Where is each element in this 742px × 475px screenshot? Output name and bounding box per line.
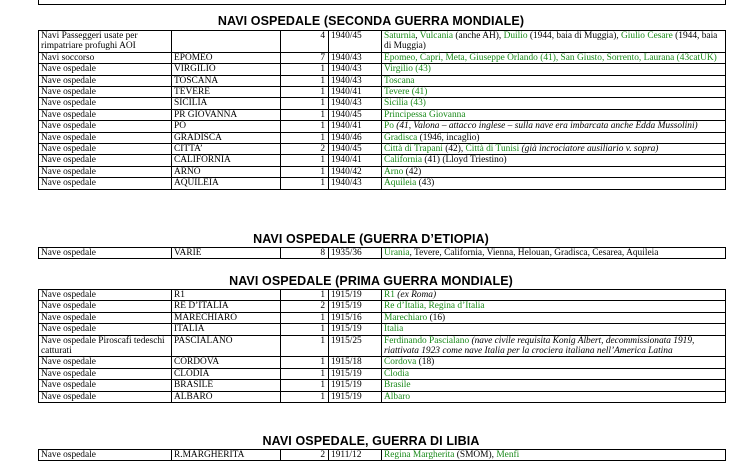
ship-notes-cell <box>382 98 726 109</box>
note-text: , Tevere, California, Vienna, Helouan, Gradisca, Cesarea, Aquileia <box>409 248 659 258</box>
ship-name-text: Cordova <box>384 357 417 368</box>
note-text: (1946, incaglio) <box>417 132 480 143</box>
ship-count-cell: 2 <box>281 144 329 155</box>
note-text: (nave civile requisita Konig Albert, decommissionata 1919, riattivata 1923 come nave Italia per la crociera italiana nell’America Latina <box>384 335 695 357</box>
table-row <box>39 312 726 323</box>
ship-count-cell: 1 <box>281 132 329 143</box>
ship-name-cell: PR GIOVANNA <box>172 109 281 120</box>
ship-count-cell: 1 <box>281 290 329 301</box>
ship-count-cell: 7 <box>281 52 329 63</box>
table-row <box>39 178 726 189</box>
ship-name-cell: CORDOVA <box>172 357 281 368</box>
ship-notes-cell <box>382 368 726 379</box>
ship-type-cell: Nave ospedale <box>39 98 172 109</box>
table-row <box>39 75 726 86</box>
table-row <box>39 121 726 132</box>
table-row <box>39 155 726 166</box>
service-years-cell: 1940/41 <box>329 87 382 98</box>
note-text: (18) <box>416 357 435 368</box>
ship-type-cell: Nave ospedale <box>39 450 172 461</box>
ship-notes-cell <box>382 391 726 402</box>
ship-name-text: Principessa Giovanna <box>384 109 466 120</box>
ship-count-cell: 1 <box>281 324 329 335</box>
ship-notes-cell <box>382 75 726 86</box>
ship-type-cell: Nave ospedale <box>39 109 172 120</box>
ships-table <box>38 449 726 461</box>
ship-name-text: Po <box>384 121 394 132</box>
ship-name-text: Arno <box>384 166 404 177</box>
table-row <box>39 166 726 177</box>
ship-type-cell: Navi Passeggeri usate per rimpatriare profughi AOI <box>39 31 172 53</box>
ship-name-cell: PASCIALANO <box>172 335 281 357</box>
table-row <box>39 368 726 379</box>
ship-name-text: (43) <box>412 64 431 75</box>
ship-type-cell: Nave ospedale <box>39 178 172 189</box>
ship-name-text: Tevere <box>384 87 410 98</box>
ship-type-cell: Nave ospedale <box>39 144 172 155</box>
ship-name-text: (43) <box>407 98 426 109</box>
ship-count-cell: 1 <box>281 109 329 120</box>
note-text: (41) (Lloyd Triestino) <box>422 155 507 166</box>
note-text: (anche AH), <box>453 31 504 41</box>
ship-name-cell: CALIFORNIA <box>172 155 281 166</box>
ship-name-cell: R1 <box>172 290 281 301</box>
service-years-cell: 1915/19 <box>329 391 382 402</box>
table-row <box>39 380 726 391</box>
service-years-cell: 1940/45 <box>329 31 382 53</box>
ship-name-cell: PO <box>172 121 281 132</box>
service-years-cell: 1915/19 <box>329 324 382 335</box>
service-years-cell: 1940/46 <box>329 132 382 143</box>
ship-name-cell: SICILIA <box>172 98 281 109</box>
service-years-cell: 1915/19 <box>329 380 382 391</box>
ship-type-cell: Nave ospedale <box>39 75 172 86</box>
ship-name-text: Italia <box>384 324 404 335</box>
ship-count-cell: 1 <box>281 357 329 368</box>
note-text: (16) <box>427 312 446 323</box>
note-text: , <box>415 31 420 41</box>
ships-table <box>38 247 726 259</box>
ship-name-cell: VARIE <box>172 248 281 259</box>
service-years-cell: 1940/42 <box>329 166 382 177</box>
service-years-cell: 1940/43 <box>329 52 382 63</box>
ship-name-text: Duilio <box>503 31 528 41</box>
ship-count-cell: 8 <box>281 248 329 259</box>
service-years-cell: 1915/19 <box>329 368 382 379</box>
ship-notes-cell <box>382 450 726 461</box>
ships-table <box>38 30 726 190</box>
service-years-cell: 1940/43 <box>329 64 382 75</box>
ship-name-cell: MARECHIARO <box>172 312 281 323</box>
note-text: (42) <box>403 166 422 177</box>
note-text: (ex Roma) <box>394 290 437 300</box>
service-years-cell: 1940/43 <box>329 75 382 86</box>
service-years-cell: 1935/36 <box>329 248 382 259</box>
ship-name-cell: CLODIA <box>172 368 281 379</box>
service-years-cell: 1940/45 <box>329 109 382 120</box>
service-years-cell: 1915/19 <box>329 290 382 301</box>
ship-name-cell: BRASILE <box>172 380 281 391</box>
ship-name-text: Sicilia <box>384 98 408 109</box>
ship-type-cell: Nave ospedale <box>39 248 172 259</box>
ship-type-cell: Nave ospedale <box>39 324 172 335</box>
ships-table <box>38 289 726 403</box>
ship-notes-cell <box>382 52 726 63</box>
section-title: NAVI OSPEDALE, GUERRA DI LIBIA <box>262 434 480 448</box>
ship-count-cell: 1 <box>281 155 329 166</box>
ship-type-cell: Nave ospedale <box>39 312 172 323</box>
ship-name-cell: ITALIA <box>172 324 281 335</box>
ship-name-cell: AQUILEIA <box>172 178 281 189</box>
ship-name-cell: GRADISCA <box>172 132 281 143</box>
note-text: (41, Valona – attacco inglese – sulla nave era imbarcata anche Edda Mussolini) <box>393 121 698 132</box>
ship-notes-cell <box>382 357 726 368</box>
table-row <box>39 391 726 402</box>
ship-name-text: Ferdinando Pascialano <box>384 335 470 346</box>
service-years-cell: 1940/41 <box>329 155 382 166</box>
ship-type-cell: Nave ospedale <box>39 121 172 132</box>
ship-notes-cell <box>382 178 726 189</box>
ship-name-text: Re d’Italia, Regina d’Italia <box>384 301 485 312</box>
ship-type-cell: Nave ospedale <box>39 391 172 402</box>
ship-notes-cell <box>382 248 726 259</box>
ship-count-cell: 4 <box>281 31 329 53</box>
service-years-cell: 1940/45 <box>329 144 382 155</box>
table-row <box>39 109 726 120</box>
ship-count-cell: 1 <box>281 98 329 109</box>
ship-name-text: Virgilio <box>384 64 413 75</box>
section-title: NAVI OSPEDALE (SECONDA GUERRA MONDIALE) <box>217 14 525 28</box>
ship-count-cell: 1 <box>281 87 329 98</box>
ship-count-cell: 2 <box>281 301 329 312</box>
ship-name-text: Saturnia <box>384 31 416 41</box>
table-row <box>39 64 726 75</box>
ship-notes-cell <box>382 166 726 177</box>
ship-name-text: Toscana <box>384 75 415 86</box>
ship-name-text: Città di Trapani <box>384 144 443 155</box>
ship-type-cell: Nave ospedale <box>39 155 172 166</box>
ship-notes-cell <box>382 132 726 143</box>
ship-name-text: Marechiaro <box>384 312 428 323</box>
ship-type-cell: Nave ospedale <box>39 301 172 312</box>
service-years-cell: 1940/43 <box>329 178 382 189</box>
ship-count-cell: 1 <box>281 121 329 132</box>
ship-notes-cell <box>382 380 726 391</box>
ship-count-cell: 1 <box>281 391 329 402</box>
ship-name-text: Urania <box>384 248 410 258</box>
note-text: (43) <box>416 178 435 189</box>
table-row <box>39 87 726 98</box>
ship-notes-cell <box>382 301 726 312</box>
ship-count-cell: 2 <box>281 450 329 461</box>
ship-count-cell: 1 <box>281 166 329 177</box>
ship-name-text: San Giusto, Sorrento, Laurana <box>560 52 675 63</box>
ship-name-text: Clodia <box>384 368 409 379</box>
ship-notes-cell <box>382 290 726 301</box>
service-years-cell: 1915/25 <box>329 335 382 357</box>
service-years-cell: 1940/41 <box>329 121 382 132</box>
table-row <box>39 52 726 63</box>
ship-type-cell: Nave ospedale <box>39 64 172 75</box>
ship-type-cell: Navi soccorso <box>39 52 172 63</box>
ship-name-cell: R.MARGHERITA <box>172 450 281 461</box>
note-text: (1944, baia di Muggia), <box>527 31 622 41</box>
table-row <box>39 357 726 368</box>
ship-name-cell: TOSCANA <box>172 75 281 86</box>
ship-count-cell: 1 <box>281 64 329 75</box>
ship-name-text: California <box>384 155 423 166</box>
ship-notes-cell <box>382 109 726 120</box>
ship-notes-cell <box>382 324 726 335</box>
ship-name-cell <box>172 31 281 53</box>
ship-name-text: (41) <box>409 87 428 98</box>
ship-count-cell: 1 <box>281 335 329 357</box>
ship-type-cell: Nave ospedale <box>39 380 172 391</box>
table-row <box>39 132 726 143</box>
table-row <box>39 144 726 155</box>
ship-name-cell: TEVERE <box>172 87 281 98</box>
service-years-cell: 1915/18 <box>329 357 382 368</box>
note-text: (1944, baia di Muggia) <box>384 31 718 52</box>
table-row <box>39 290 726 301</box>
ship-name-text: Menfi <box>496 450 520 460</box>
ship-name-cell: VIRGILIO <box>172 64 281 75</box>
ship-name-text: Albaro <box>384 391 411 402</box>
section-title: NAVI OSPEDALE (GUERRA D’ETIOPIA) <box>253 232 489 246</box>
ship-name-text: Giulio Cesare <box>621 31 673 41</box>
ship-type-cell: Nave ospedale <box>39 290 172 301</box>
ship-name-cell: EPOMEO <box>172 52 281 63</box>
table-row <box>39 324 726 335</box>
ship-count-cell: 1 <box>281 368 329 379</box>
ship-name-cell: ARNO <box>172 166 281 177</box>
note-text: (42), <box>442 144 466 155</box>
ship-notes-cell <box>382 312 726 323</box>
ship-notes-cell <box>382 335 726 357</box>
ship-count-cell: 1 <box>281 380 329 391</box>
ship-name-text: Vulcania <box>419 31 454 41</box>
table-row <box>39 98 726 109</box>
ship-name-text: (41), <box>537 52 561 63</box>
ship-notes-cell <box>382 155 726 166</box>
table-row <box>39 335 726 357</box>
service-years-cell: 1915/16 <box>329 312 382 323</box>
ship-name-cell: RE D’ITALIA <box>172 301 281 312</box>
ship-name-text: (43catUK) <box>674 52 717 63</box>
ship-name-text: Brasile <box>384 380 411 391</box>
note-text: (SMOM), <box>454 450 497 460</box>
ship-count-cell: 1 <box>281 178 329 189</box>
ship-name-text: Città di Tunisi <box>465 144 520 155</box>
ship-count-cell: 1 <box>281 312 329 323</box>
ship-name-text: R1 <box>384 290 395 300</box>
ship-type-cell: Nave ospedale <box>39 166 172 177</box>
ship-name-text: Aquileia <box>384 178 417 189</box>
service-years-cell: 1915/19 <box>329 301 382 312</box>
ship-notes-cell <box>382 144 726 155</box>
ship-notes-cell <box>382 87 726 98</box>
section-title: NAVI OSPEDALE (PRIMA GUERRA MONDIALE) <box>229 274 513 288</box>
table-row <box>39 301 726 312</box>
table-row <box>39 450 726 461</box>
service-years-cell: 1940/43 <box>329 98 382 109</box>
ship-notes-cell <box>382 64 726 75</box>
service-years-cell: 1911/12 <box>329 450 382 461</box>
ship-type-cell: Nave ospedale <box>39 87 172 98</box>
ship-type-cell: Nave ospedale Piroscafi tedeschi catturati <box>39 335 172 357</box>
ship-notes-cell <box>382 31 726 53</box>
ship-notes-cell <box>382 121 726 132</box>
table-row <box>39 31 726 53</box>
ship-name-cell: ALBARO <box>172 391 281 402</box>
ship-type-cell: Nave ospedale <box>39 132 172 143</box>
ship-name-text: Gradisca <box>384 132 418 143</box>
previous-table-bottom <box>38 0 726 5</box>
ship-name-text: Epomeo, Capri, Meta, Giuseppe Orlando <box>384 52 538 63</box>
note-text: (già incrociatore ausiliario v. sopra) <box>519 144 659 155</box>
ship-type-cell: Nave ospedale <box>39 368 172 379</box>
ship-type-cell: Nave ospedale <box>39 357 172 368</box>
table-row <box>39 248 726 259</box>
ship-name-text: Regina Margherita <box>384 450 455 460</box>
ship-count-cell: 1 <box>281 75 329 86</box>
ship-name-cell: CITTA’ <box>172 144 281 155</box>
